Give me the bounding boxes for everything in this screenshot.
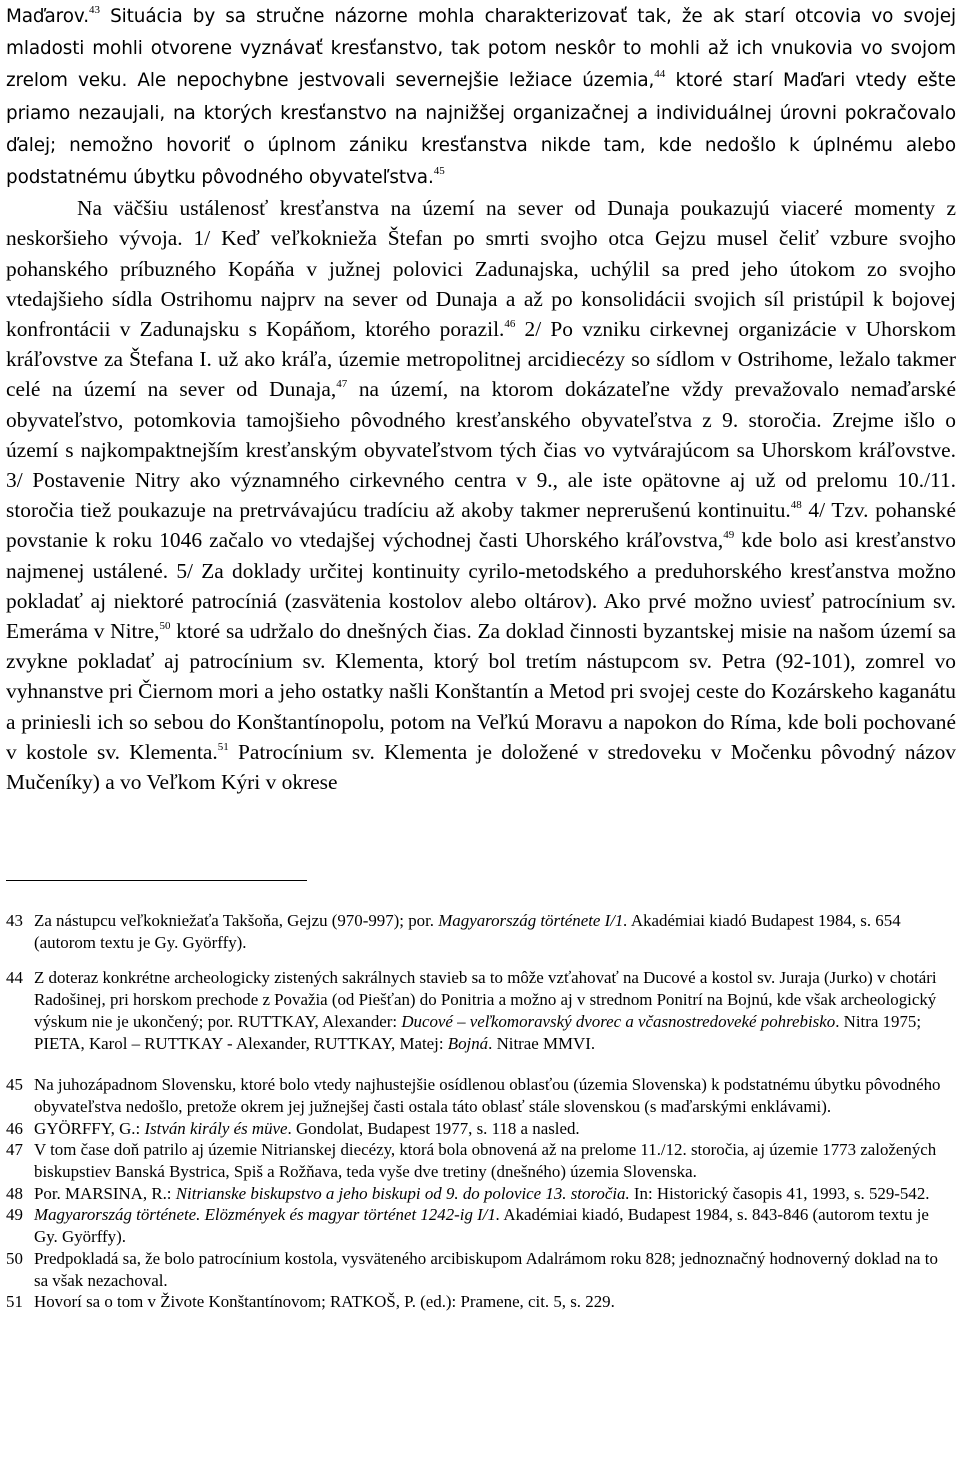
paragraph-2 [6,193,956,797]
footnote-text: Akadémiai kiadó, Budapest 1984, s. 843-846 (autorom textu je Gy. Györffy). [34,1205,929,1247]
footnote-title: Ducové – veľkomoravský dvorec a včasnostredoveké pohrebisko [401,1011,836,1031]
footnote-number: 49 [6,1205,23,1225]
footnote-text: Predpokladá sa, že bolo patrocínium kostola, vysväteného arcibiskupom Adalrámom roku 828; jednoznačný hodnoverný doklad na to sa však nezachoval. [34,1248,938,1290]
footnote-title: Magyarország története. Elözmények és magyar történet 1242-ig I/1. [34,1205,501,1225]
footnote-ref-45: 45 [433,165,445,178]
paragraph-1 [6,0,956,193]
footnote-ref-47: 47 [336,378,348,391]
paragraph-1-text-b: Situácia by sa stručne názorne mohla charakterizovať tak, že ak starí otcovia vo svojej mladosti mohli otvorene vyznávať kresťanstvo, tak potom neskôr to mohli až ich vnukovia vo svojom zrelom veku. Ale nepochybne jestvovali severnejšie ležiace územia, [6,6,956,92]
paragraph-1-text-c: ktoré starí Maďari vtedy ešte priamo nezaujali, na ktorých kresťanstvo na najnižšej organizačnej a individuálnej úrovni pokračovalo ďalej; nemožno hovoriť o úplnom zániku kresťanstva nikde tam, kde nedošlo k úplnému alebo podstatnému úbytku pôvodného obyvateľstva. [6,70,956,189]
footnote-ref-51: 51 [217,740,229,753]
footnote-47 [6,1139,952,1182]
footnote-ref-43: 43 [89,4,100,16]
footnote-number: 44 [6,968,23,988]
paragraph-2-text-e: kde bolo asi kresťanstvo najmenej ustálené. 5/ Za doklady určitej kontinuity cyrilo-metodského a preduhorského kresťanstva možno pokladať aj niektoré patrocíniá (zasvätenia kostolov alebo oltárov). Ako prvé možno uviesť patrocínium sv. Emeráma v Nitre, [6,528,956,644]
footnote-text: GYÖRFFY, G.: [34,1118,145,1138]
footnote-44 [6,967,952,1054]
footnote-48 [6,1183,952,1205]
main-text [6,0,956,797]
footnote-number: 47 [6,1140,23,1160]
footnote-text: Hovorí sa o tom v Živote Konštantínovom; RATKOŠ, P. (ed.): Pramene, cit. 5, s. 229. [34,1292,615,1312]
footnote-number: 48 [6,1183,23,1203]
footnote-text: V tom čase doň patrilo aj územie Nitrianskej diecézy, ktorá bola obnovená až na prelome 11./12. storočia, aj územie 1773 založených biskupstiev Banská Bystrica, Spiš a Rožňava, teda vyše dve tretiny (dnešného) územia Slovenska. [34,1140,937,1182]
footnote-ref-46: 46 [504,318,516,331]
footnote-title: Nitrianske biskupstvo a jeho biskupi od 9. do polovice 13. storočia. [175,1183,630,1203]
footnote-title: István király és müve [144,1118,288,1138]
paragraph-2-text-g: Patrocínium sv. Klementa je doložené v stredoveku v Močenku pôvodný názov Mučeníky) a vo Veľkom Kýri v okrese [6,739,956,795]
footnote-ref-49: 49 [723,529,735,542]
footnote-ref-50: 50 [159,620,171,633]
footnote-43 [6,910,952,953]
footnote-text: . Nitra 1975; PIETA, Karol – RUTTKAY - Alexander, RUTTKAY, Matej: [34,1011,922,1053]
footnote-number: 50 [6,1248,23,1268]
paragraph-2-text-a: Na väčšiu ustálenosť kresťanstva na území na sever od Dunaja poukazujú viaceré momenty z neskoršieho vývoja. 1/ Keď veľkoknieža Štefan po smrti svojho otca Gejzu musel čeliť vzbure svojho pohanského príbuzného Kopáňa v južnej polovici Zadunajska, uchýlil sa pred jeho útokom zo svojho vtedajšieho sídla Ostrihomu najprv na sever od Dunaja a až po konsolidácii svojich síl pristúpil k bojovej konfrontácii v Zadunajsku s Kopáňom, ktorého porazil. [6,196,956,342]
paragraph-1-text-a: Maďarov. [6,6,89,27]
footnote-text: Akadémiai kiadó Budapest 1984, s. 654 (autorom textu je Gy. Györffy). [34,911,901,952]
footnote-51 [6,1291,952,1313]
footnote-text: . Nitrae MMVI. [488,1033,596,1053]
paragraph-2-text-f: ktoré sa udržalo do dnešných čias. Za doklad činnosti byzantskej misie na našom území sa zvykne pokladať aj patrocínium sv. Klementa, ktorý bol tretím nástupcom sv. Petra (92-101), zomrel vo vyhnanstve pri Čiernom mori a jeho ostatky našli Konštantín a Metod pri svojej ceste do Kozárskeho kaganátu a priniesli ich so sebou do Konštantínopolu, potom na Veľkú Moravu a napokon do Ríma, kde boli pochované v kostole sv. Klementa. [6,619,957,764]
footnote-separator [6,880,307,881]
footnote-ref-44: 44 [654,68,666,81]
footnote-text: Z doteraz konkrétne archeologicky zistených sakrálnych stavieb sa to môže vzťahovať na Ducové a kostol sv. Juraja (Jurko) v chotári Radošinej, pri horskom prechode z Považia (od Piešťan) do Ponitria a možno aj v strednom Ponitrí na Bojnú, kde však archeologický výskum nie je ukončený; por. RUTTKAY, Alexander: [34,968,937,1031]
footnote-49 [6,1204,952,1247]
paragraph-2-text-d: 4/ Tzv. pohanské povstanie k roku 1046 začalo vo vtedajšej východnej časti Uhorského kráľovstva, [6,498,956,553]
footnotes [6,910,952,1313]
footnote-text: In: Historický časopis 41, 1993, s. 529-542. [629,1183,930,1203]
footnote-number: 45 [6,1075,23,1095]
footnote-text: Za nástupcu veľkokniežaťa Takšoňa, Gejzu (970-997); por. [34,911,439,930]
footnote-50 [6,1248,952,1291]
footnote-title: Magyarország története I/1. [438,911,628,930]
footnote-45 [6,1074,952,1117]
footnote-ref-48: 48 [790,499,802,512]
footnote-title: Bojná [447,1033,489,1053]
footnote-number: 46 [6,1118,23,1138]
footnote-number: 43 [6,911,23,930]
footnote-text: . Gondolat, Budapest 1977, s. 118 a nasled. [287,1118,580,1138]
paragraph-2-text-c: na území, na ktorom dokázateľne vždy prevažovalo nemaďarské obyvateľstvo, potomkovia tamojšieho pôvodného kresťanského obyvateľstva z 9. storočia. Zrejme išlo o území s najkompaktnejším kresťanským obyvateľstvom tých čias vo vytvárajúcom sa Uhorskom kráľovstve. 3/ Postavenie Nitry ako významného cirkevného centra v 9., ale iste opätovne aj už od prelomu 10./11. storočia tiež poukazuje na pretrvávajúcu tradíciu až akoby takmer neprerušenú kontinuitu. [6,377,956,523]
paragraph-2-text-b: 2/ Po vzniku cirkevnej organizácie v Uhorskom kráľovstve za Štefana I. už ako kráľa, územie metropolitnej arcidiecézy so sídlom v Ostrihome, ležalo takmer celé na území na sever od Dunaja, [6,317,956,402]
footnote-text: Na juhozápadnom Slovensku, ktoré bolo vtedy najhustejšie osídlenou oblasťou (územia Slovenska) k podstatnému úbytku pôvodného obyvateľstva nedošlo, pretože okrem jej južnejšej časti ostala táto oblasť stále slovenskou (s maďarskými enklávami). [34,1075,941,1116]
footnote-number: 51 [6,1292,23,1312]
footnote-text: Por. MARSINA, R.: [34,1183,176,1203]
footnote-46 [6,1118,952,1140]
